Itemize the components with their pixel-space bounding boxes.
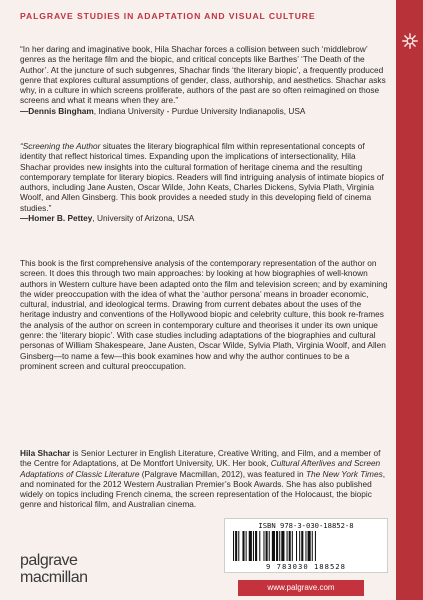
series-title: PALGRAVE STUDIES IN ADAPTATION AND VISUAL CULTURE <box>20 11 316 21</box>
bio-text <box>20 448 388 510</box>
barcode-bar <box>305 531 306 561</box>
barcode-bar <box>249 531 252 561</box>
barcode-bar <box>233 531 234 561</box>
review-affiliation: , University of Arizona, USA <box>92 213 195 224</box>
review-attribution <box>20 106 388 116</box>
barcode-bar <box>238 531 239 561</box>
barcode-bar <box>299 531 300 561</box>
review-quote-bingham <box>20 44 388 116</box>
barcode-bar <box>255 531 257 561</box>
barcode-bar <box>292 531 293 561</box>
barcode-bar <box>289 531 291 561</box>
bio-book-title: Cultural Afterlives and Screen Adaptations of Classic Literature <box>20 458 381 479</box>
barcode-number: 9 783030 188528 <box>266 562 346 571</box>
cover-spine-edge <box>396 0 423 600</box>
barcode-bar <box>287 531 288 561</box>
review-author: —Homer B. Pettey <box>20 213 93 224</box>
review-quote-pettey <box>20 141 388 223</box>
barcode-bar <box>276 531 278 561</box>
barcode-bar <box>253 531 254 561</box>
isbn-barcode <box>224 518 388 573</box>
review-author: —Dennis Bingham <box>20 105 94 116</box>
barcode-bar <box>312 531 313 561</box>
barcode-bar <box>259 531 260 561</box>
bio-part-1: is Senior Lecturer in English Literature, Creative Writing, and Film, and a member of the Centre for Adaptations, at De Montfort University, UK. Her book, <box>20 448 381 469</box>
isbn-label: ISBN 978-3-030-18852-8 <box>258 521 354 530</box>
barcode-bar <box>296 531 297 561</box>
logo-line-2: macmillan <box>20 569 88 586</box>
barcode-bar <box>242 531 244 561</box>
author-bio <box>20 448 388 510</box>
barcode-bar <box>266 531 268 561</box>
barcode-bar <box>308 531 311 561</box>
barcode-bar <box>281 531 284 561</box>
review-book-title: “Screening the Author <box>20 141 101 151</box>
barcode-bar <box>269 531 270 561</box>
review-text: “In her daring and imaginative book, Hila Shachar forces a collision between such ‘middlebrow’ genres as the heritage film and the biopic, and critical concepts like Barthes’ ‘The Death of the Author’. At the juncture of such subgenres, Shachar finds ‘the literary biopic’, a frequently produced genre that explores cultural assumptions of gender, class, authorship, and aesthetics. Shachar asks why, in a culture in which screens proliferate, authors of the past are so often reimagined on those screens and what it means when they are.” <box>20 44 386 106</box>
logo-line-1: palgrave <box>20 552 78 569</box>
palgrave-star-icon <box>401 32 419 50</box>
barcode-bar <box>272 531 275 561</box>
bio-part-3: , and nominated for the 2012 Western Australian Premier’s Book Awards. She has also published widely on topics including French cinema, the screen representation of the Holocaust, the biopic genre and historical film, and Australian cinema. <box>20 468 386 510</box>
review-body: situates the literary biographical film within representational concepts of identity that reflect historical times. Expanding upon the implications of intersectionality, Hila Shachar provides new insights into the cultural formation of heritage cinema and the resulting contemporary template for literary biopics. Readers will find intriguing analysis of intimate biopics of authors, including Jane Austen, Oscar Wilde, John Keats, Charles Dickens, Sylvia Plath, Virginia Woolf, and Allen Ginsberg. This book provides a needed study in this developing field of cinema studies.” <box>20 141 384 213</box>
description-text: This book is the first comprehensive analysis of the contemporary representation of the author on screen. It does this through two main approaches: by looking at how biographies of well-known authors in Western culture have been adapted onto the film and television screen; and by examining the wider preoccupation with the idea of what the ‘author persona’ means in broader economic, cultural, industrial, and ideological terms. Drawing from current debates about the uses of the heritage industry and conventions of the Hollywood biopic and celebrity culture, this book re-frames the analysis of the author on screen in contemporary culture and theorises it under its own unique genre: the ‘literary biopic’. With case studies including adaptations of the biographies and cultural personas of William Shakespeare, Jane Austen, Oscar Wilde, Sylvia Plath, Virginia Woolf, and Allen Ginsberg—to name a few—this book examines how and why the author continues to be a prominent screen and cultural preoccupation. <box>20 258 388 371</box>
barcode-bar <box>263 531 264 561</box>
bio-newspaper: The New York Times <box>305 468 383 479</box>
review-affiliation: , Indiana University - Purdue University Indianapolis, USA <box>93 105 306 116</box>
review-text <box>20 141 388 213</box>
barcode-bar <box>301 531 303 561</box>
bio-part-2: (Palgrave Macmillan, 2012), was featured in <box>139 468 306 479</box>
barcode-bars <box>231 531 381 561</box>
author-name: Hila Shachar <box>20 448 71 458</box>
publisher-website-link[interactable]: www.palgrave.com <box>238 580 364 596</box>
barcode-bar <box>235 531 237 561</box>
barcode-bar <box>315 531 316 561</box>
barcode-bar <box>279 531 280 561</box>
barcode-bar <box>246 531 247 561</box>
book-description <box>20 258 388 371</box>
review-attribution <box>20 213 388 223</box>
palgrave-macmillan-logo <box>20 553 106 586</box>
